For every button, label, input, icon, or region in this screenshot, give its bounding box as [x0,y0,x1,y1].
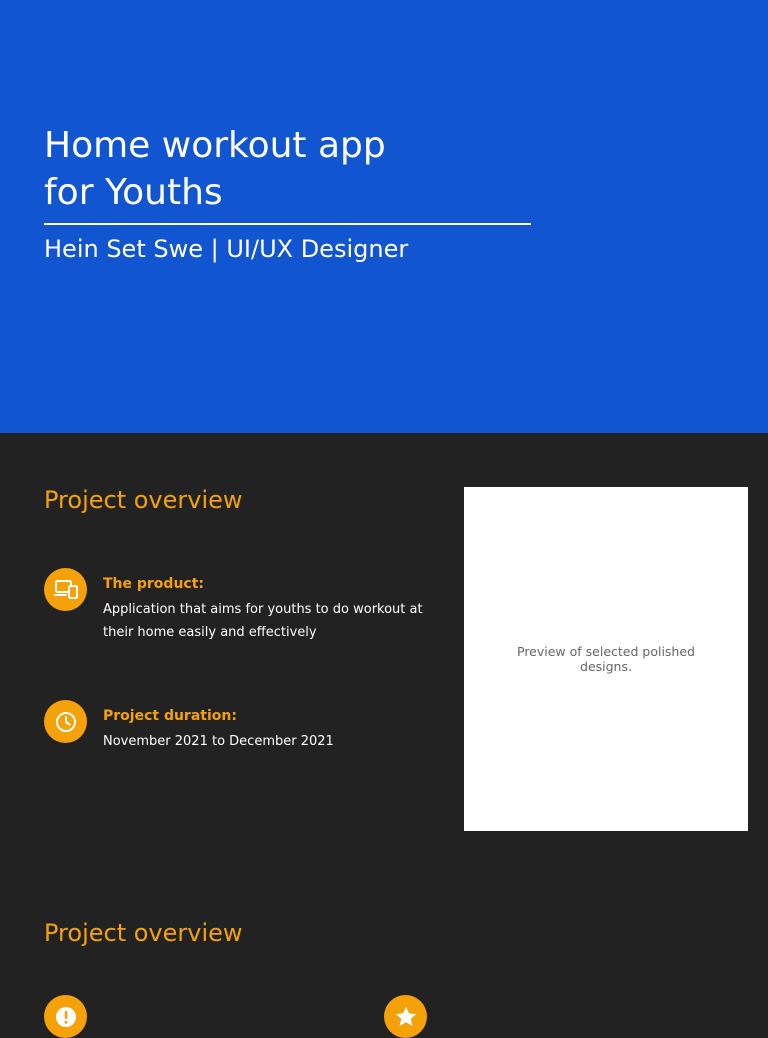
preview-caption: Preview of selected polished designs. [517,644,695,674]
hero-section [0,0,768,433]
devices-icon [44,568,87,611]
title-divider [44,223,531,225]
title-line-1: Home workout app [44,125,386,166]
design-preview-placeholder [464,487,748,831]
star-icon [384,995,427,1038]
product-description: Application that aims for youths to do workout at their home easily and effectively [103,602,423,640]
title-line-2: for Youths [44,172,223,213]
section-title-overview-2: Project overview [44,919,243,947]
section-title-overview: Project overview [44,486,243,514]
duration-value: November 2021 to December 2021 [103,734,334,749]
page-title [44,122,524,216]
duration-label: Project duration: [103,708,237,724]
author-subtitle: Hein Set Swe | UI/UX Designer [44,235,409,263]
clock-icon [44,700,87,743]
product-label: The product: [103,576,205,592]
exclamation-icon [44,995,87,1038]
